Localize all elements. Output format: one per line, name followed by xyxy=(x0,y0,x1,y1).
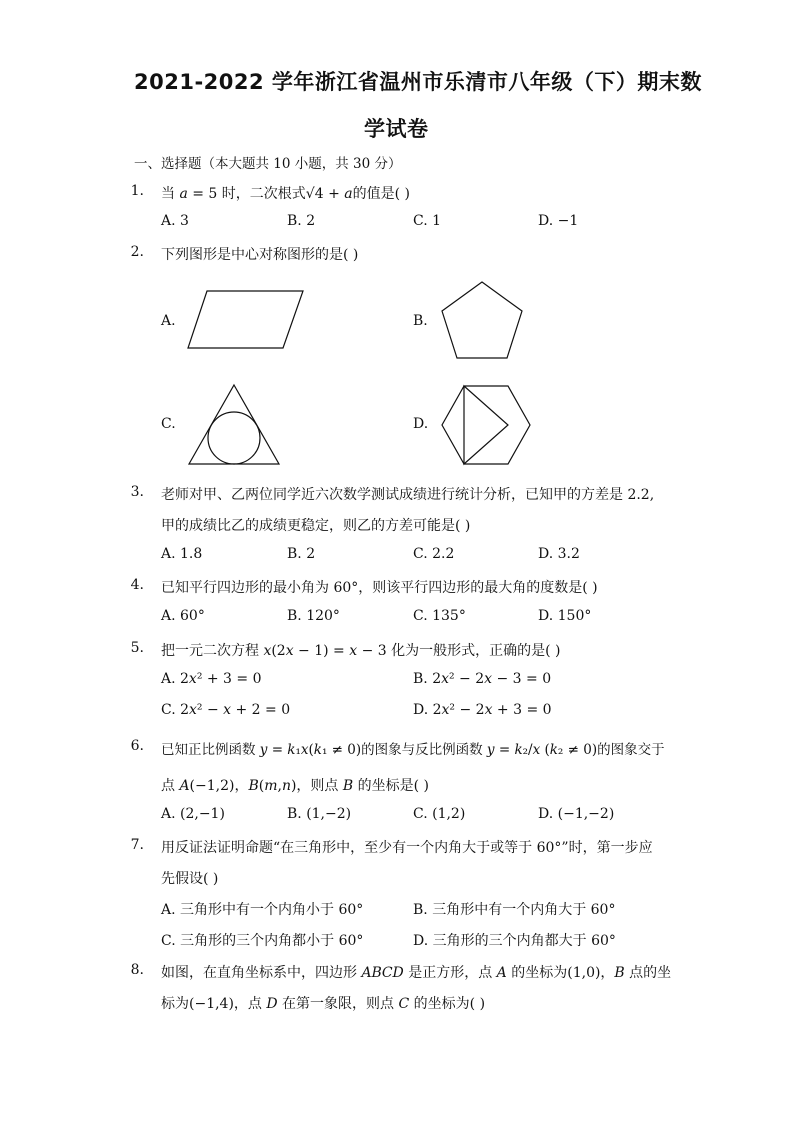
question-text: 已知平行四边形的最小角为 60°，则该平行四边形的最大角的度数是( ) xyxy=(161,580,598,596)
option-c[interactable]: C. 135° xyxy=(413,608,466,624)
triangle-incircle-figure xyxy=(186,383,282,467)
question-text: 点 𝐴(−1,2)，𝐵(𝑚,𝑛)，则点 𝐵 的坐标是( ) xyxy=(161,778,429,794)
question-text: 老师对甲、乙两位同学近六次数学测试成绩进行统计分析，已知甲的方差是 2.2, xyxy=(161,487,655,503)
option-b[interactable]: B. 2𝑥² − 2𝑥 − 3 = 0 xyxy=(413,671,552,687)
option-b[interactable]: B. 2 xyxy=(287,546,316,562)
option-b[interactable]: B. (1,−2) xyxy=(287,806,352,822)
option-d[interactable]: D. 2𝑥² − 2𝑥 + 3 = 0 xyxy=(413,702,552,718)
page-title-line1: 2021-2022 学年浙江省温州市乐清市八年级（下）期末数 xyxy=(134,70,702,94)
question-text: 已知正比例函数 𝑦 = 𝑘₁𝑥(𝑘₁ ≠ 0)的图象与反比例函数 𝑦 = 𝑘₂/𝑥 (𝑘₂ ≠ 0)的图象交于 xyxy=(161,742,665,758)
question-number: 1. xyxy=(130,183,144,199)
option-b[interactable]: B. 120° xyxy=(287,608,340,624)
option-a[interactable]: A. 3 xyxy=(161,213,189,229)
option-b[interactable]: B. 2 xyxy=(287,213,316,229)
option-b[interactable]: B. xyxy=(413,313,428,329)
option-d[interactable]: D. xyxy=(413,416,429,432)
option-a[interactable]: A. 60° xyxy=(161,608,205,624)
question-number: 6. xyxy=(130,738,144,754)
question-number: 3. xyxy=(130,484,144,500)
question-text: 下列图形是中心对称图形的是( ) xyxy=(161,247,359,263)
option-a[interactable]: A. 1.8 xyxy=(161,546,203,562)
option-a[interactable]: A. 2𝑥² + 3 = 0 xyxy=(161,671,262,687)
option-c[interactable]: C. 2𝑥² − 𝑥 + 2 = 0 xyxy=(161,702,291,718)
question-number: 2. xyxy=(130,244,144,260)
option-c[interactable]: C. xyxy=(161,416,176,432)
option-d[interactable]: D. 3.2 xyxy=(538,546,580,562)
question-text: 标为(−1,4)，点 𝐷 在第一象限，则点 𝐶 的坐标为( ) xyxy=(161,996,486,1012)
question-text: 如图，在直角坐标系中，四边形 𝐴𝐵𝐶𝐷 是正方形，点 𝐴 的坐标为(1,0)，𝐵 点的坐 xyxy=(161,965,672,981)
option-c[interactable]: C. (1,2) xyxy=(413,806,466,822)
option-d[interactable]: D. 150° xyxy=(538,608,592,624)
hexagon-triangle-figure xyxy=(440,383,534,467)
option-c[interactable]: C. 1 xyxy=(413,213,442,229)
option-b[interactable]: B. 三角形中有一个内角大于 60° xyxy=(413,902,616,918)
parallelogram-figure xyxy=(185,288,310,352)
question-number: 4. xyxy=(130,577,144,593)
page-title-line2: 学试卷 xyxy=(364,117,429,141)
question-text: 先假设( ) xyxy=(161,871,219,887)
question-text: 甲的成绩比乙的成绩更稳定，则乙的方差可能是( ) xyxy=(161,518,471,534)
question-number: 5. xyxy=(130,640,144,656)
option-c[interactable]: C. 2.2 xyxy=(413,546,455,562)
option-c[interactable]: C. 三角形的三个内角都小于 60° xyxy=(161,933,364,949)
question-text: 把一元二次方程 𝑥(2𝑥 − 1) = 𝑥 − 3 化为一般形式，正确的是( ) xyxy=(161,643,561,659)
option-d[interactable]: D. −1 xyxy=(538,213,579,229)
question-number: 8. xyxy=(130,962,144,978)
option-a[interactable]: A. 三角形中有一个内角小于 60° xyxy=(161,902,364,918)
option-d[interactable]: D. 三角形的三个内角都大于 60° xyxy=(413,933,616,949)
option-a[interactable]: A. xyxy=(161,313,176,329)
question-text: 用反证法证明命题“在三角形中，至少有一个内角大于或等于 60°”时，第一步应 xyxy=(161,840,653,856)
section-heading: 一、选择题（本大题共 10 小题，共 30 分） xyxy=(134,156,402,172)
pentagon-figure xyxy=(438,280,528,362)
question-text: 当 𝑎 = 5 时，二次根式√4 + 𝑎的值是( ) xyxy=(161,186,410,202)
option-a[interactable]: A. (2,−1) xyxy=(161,806,225,822)
option-d[interactable]: D. (−1,−2) xyxy=(538,806,615,822)
question-number: 7. xyxy=(130,837,144,853)
